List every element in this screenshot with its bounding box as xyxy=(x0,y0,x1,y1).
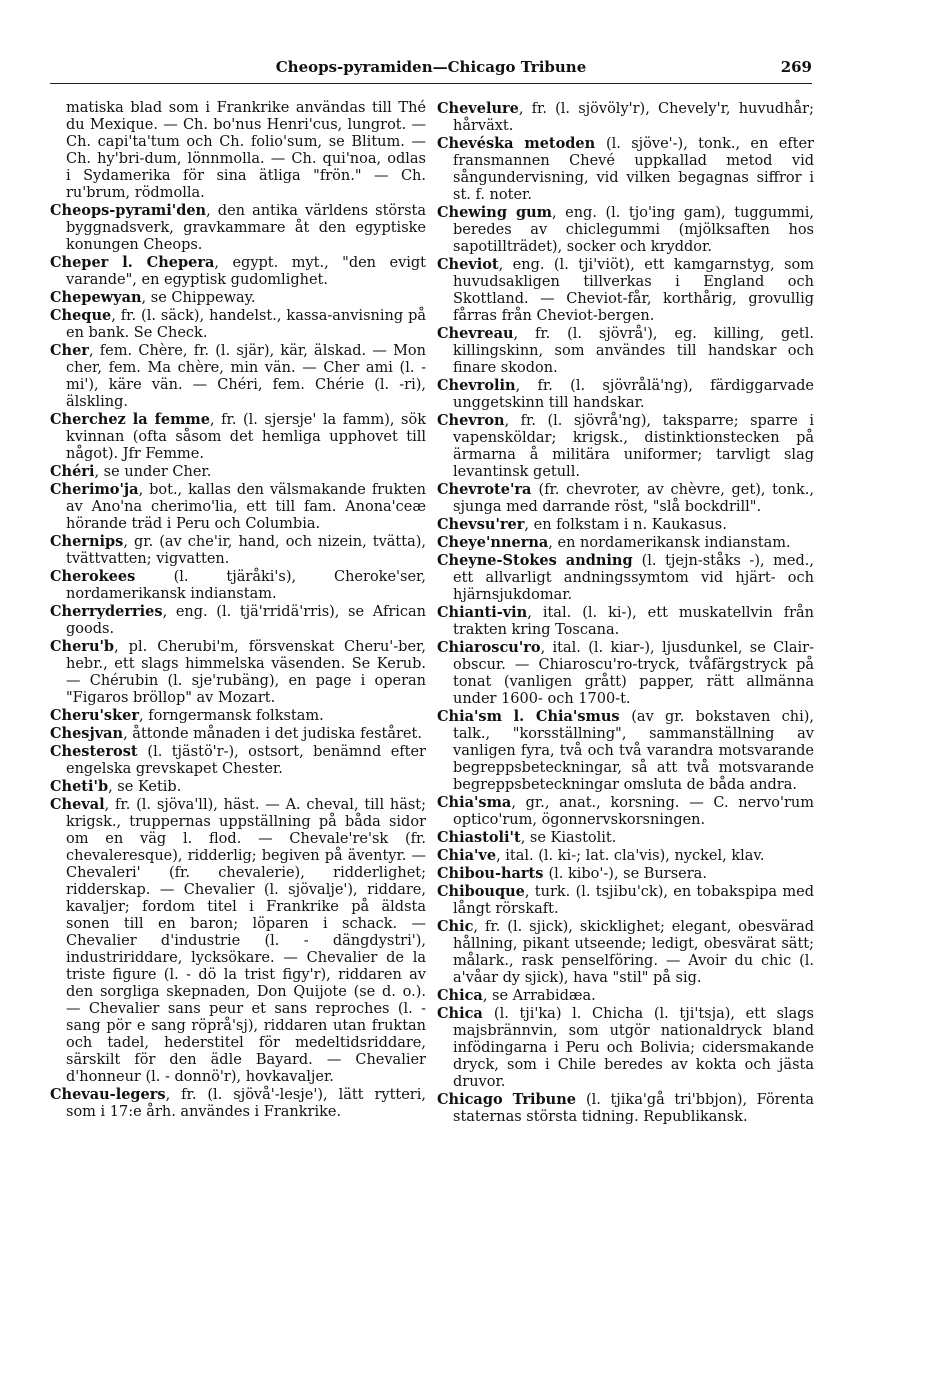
left-column xyxy=(50,100,426,1121)
dictionary-entry: Chernips, gr. (av che'ir, hand, och nizein, tvätta), tvättvatten; vigvatten. xyxy=(50,533,426,567)
page-header xyxy=(50,58,812,80)
dictionary-entry: Cherryderries, eng. (l. tjä'rridä'rris), se African goods. xyxy=(50,603,426,637)
header-rule xyxy=(50,83,812,84)
dictionary-entry: Chica, se Arrabidæa. xyxy=(437,987,596,1004)
dictionary-entry: Chiaroscu'ro, ital. (l. kiar-), ljusdunkel, se Clair-obscur. — Chiaroscu'ro-tryck, tvåfärgstryck på tonat (vanligen grått) papper, rätt allmänna under 1600- och 1700-t. xyxy=(437,639,814,707)
page-number: 269 xyxy=(780,58,812,76)
dictionary-entry: matiska blad som i Frankrike användas till Thé du Mexique. — Ch. bo'nus Henri'cus, lungrot. — Ch. capi'ta'tum och Ch. folio'sum, se Blitum. — Ch. hy'bri-dum, lönnmolla. — Ch. qui'noa, odlas i Sydamerika för sina ätliga "frön." — Ch. ru'brum, rödmolla. xyxy=(66,100,426,201)
dictionary-entry: Cheru'sker, forngermansk folkstam. xyxy=(50,707,324,724)
dictionary-entry: Chianti-vin, ital. (l. ki-), ett muskatellvin från trakten kring Toscana. xyxy=(437,604,814,638)
dictionary-entry: Chia'sma, gr., anat., korsning. — C. nervo'rum optico'rum, ögonnervskorsningen. xyxy=(437,794,814,828)
dictionary-entry: Cheye'nnerna, en nordamerikansk indianstam. xyxy=(437,534,791,551)
dictionary-entry: Chéri, se under Cher. xyxy=(50,463,212,480)
dictionary-entry: Cheti'b, se Ketib. xyxy=(50,778,182,795)
dictionary-entry: Chicago Tribune (l. tjika'gå tri'bbjon), Förenta staternas största tidning. Republikansk. xyxy=(437,1091,814,1125)
running-head: Cheops-pyramiden—Chicago Tribune xyxy=(275,58,587,76)
dictionary-entry: Chevron, fr. (l. sjövrå'ng), taksparre; sparre i vapensköldar; krigsk., distinktionstecken på ärmarna å militära uniformer; tarvligt slag levantinsk getull. xyxy=(437,412,814,480)
dictionary-entry: Chevreau, fr. (l. sjövrå'), eg. killing, getl. killingskinn, som användes till handskar och finare skodon. xyxy=(437,325,814,376)
dictionary-entry: Chewing gum, eng. (l. tjo'ing gam), tuggummi, beredes av chiclegummi (mjölksaften hos sapotillträdet), socker och kryddor. xyxy=(437,204,815,255)
dictionary-entry: Chibou-harts (l. kibo'-), se Bursera. xyxy=(437,865,707,882)
dictionary-entry: Chia've, ital. (l. ki-; lat. cla'vis), nyckel, klav. xyxy=(437,847,765,864)
dictionary-entry: Chesterost (l. tjästö'r-), ostsort, benämnd efter engelska grevskapet Chester. xyxy=(50,743,426,777)
dictionary-entry: Cheper l. Chepera, egypt. myt., "den evigt varande", en egyptisk gudomlighet. xyxy=(50,254,427,288)
dictionary-entry: Chevrolin, fr. (l. sjövrålä'ng), färdiggarvade unggetskinn till handskar. xyxy=(437,377,814,411)
dictionary-entry: Chevéska metoden (l. sjöve'-), tonk., en efter fransmannen Chevé uppkallad metod vid sångundervisning, vid vilken begagnas siffror i st. f. noter. xyxy=(437,135,814,203)
dictionary-entry: Cheops-pyrami'den, den antika världens största byggnadsverk, gravkammare åt den egyptiske konungen Cheops. xyxy=(50,202,426,253)
dictionary-entry: Cherokees (l. tjäråki's), Cheroke'ser, nordamerikansk indianstam. xyxy=(50,568,426,602)
dictionary-entry: Chica (l. tji'ka) l. Chicha (l. tji'tsja), ett slags majsbrännvin, som utgör nationaldryck bland infödingarna i Peru och Bolivia; cidersmakande dryck, som i Chile beredes av kokta och jästa druvor. xyxy=(437,1005,814,1090)
dictionary-entry: Cherchez la femme, fr. (l. sjersje' la famm), sök kvinnan (ofta såsom det hemliga upphovet till något). Jfr Femme. xyxy=(50,411,426,462)
dictionary-entry: Chevelure, fr. (l. sjövöly'r), Chevely'r, huvudhår; hårväxt. xyxy=(437,100,814,134)
dictionary-entry: Chibouque, turk. (l. tsjibu'ck), en tobakspipa med långt rörskaft. xyxy=(437,883,814,917)
dictionary-entry: Chepewyan, se Chippeway. xyxy=(50,289,256,306)
dictionary-entry: Chevrote'ra (fr. chevroter, av chèvre, get), tonk., sjunga med darrande röst, "slå bockdrill". xyxy=(437,481,814,515)
dictionary-entry: Cheviot, eng. (l. tji'viöt), ett kamgarnstyg, som huvudsakligen tillverkas i England och Skottland. — Cheviot-får, korthårig, grovullig fårras från Cheviot-bergen. xyxy=(437,256,814,324)
dictionary-entry: Cheval, fr. (l. sjöva'll), häst. — A. cheval, till häst; krigsk., truppernas uppställning på båda sidor om en väg l. flod. — Chevale're'sk (fr. chevaleresque), ridderlig; begiven på äventyr. — Chevaleri' (fr. chevalerie), ridderlighet; ridderskap. — Chevalier (l. sjövalje'), riddare, kavaljer; fordom titel i Frankrike på äldsta sonen till en baron; löparen i schack. — Chevalier d'industrie (l. - dängdystri'), industririddare, lycksökare. — Chevalier de la triste figure (l. - dö la trist figy'r), riddaren av den sorgliga skepnaden, Don Quijote (se d. o.). — Chevalier sans peur et sans reproches (l. - sang pör e sang röprå'sj), riddaren utan fruktan och tadel, hederstitel för medeltidsriddare, särskilt för den ädle Bayard. — Chevalier d'honneur (l. - donnö'r), hovkavaljer. xyxy=(50,796,426,1085)
dictionary-entry: Chesjvan, åttonde månaden i det judiska feståret. xyxy=(50,725,422,742)
dictionary-entry: Cherimo'ja, bot., kallas den välsmakande frukten av Ano'na cherimo'lia, ett till fam. Anona'ceæ hörande träd i Peru och Columbia. xyxy=(50,481,426,532)
dictionary-entry: Chic, fr. (l. sjick), skicklighet; elegant, obesvärad hållning, pikant utseende; ledigt, obesvärat sätt; målark., rask penselföring. — Avoir du chic (l. a'våar dy sjick), hava "stil" på sig. xyxy=(437,918,814,986)
dictionary-entry: Chiastoli't, se Kiastolit. xyxy=(437,829,617,846)
dictionary-entry: Cher, fem. Chère, fr. (l. sjär), kär, älskad. — Mon cher, fem. Ma chère, min vän. — Cher ami (l. -mi'), käre vän. — Chéri, fem. Chérie (l. -ri), älskling. xyxy=(50,342,426,410)
dictionary-entry: Chia'sm l. Chia'smus (av gr. bokstaven chi), talk., "korsställning", sammanställning av vanligen fyra, två och två varandra motsvarande begreppsbeteckningar, så att två motsvarande begreppsbeteckningar omsluta de båda andra. xyxy=(437,708,814,793)
dictionary-entry: Chevsu'rer, en folkstam i n. Kaukasus. xyxy=(437,516,727,533)
dictionary-entry: Cheru'b, pl. Cherubi'm, försvenskat Cheru'-ber, hebr., ett slags himmelska väsenden. Se Kerub. — Chérubin (l. sje'rubäng), en page i operan "Figaros bröllop" av Mozart. xyxy=(50,638,426,706)
dictionary-entry: Chevau-legers, fr. (l. sjövå'-lesje'), lätt rytteri, som i 17:e årh. användes i Frankrike. xyxy=(50,1086,426,1120)
dictionary-entry: Cheque, fr. (l. säck), handelst., kassa-anvisning på en bank. Se Check. xyxy=(50,307,426,341)
right-column xyxy=(437,100,814,1126)
dictionary-entry: Cheyne-Stokes andning (l. tjejn-ståks -), med., ett allvarligt andningssymtom vid hjärt- och hjärnsjukdomar. xyxy=(437,552,814,603)
